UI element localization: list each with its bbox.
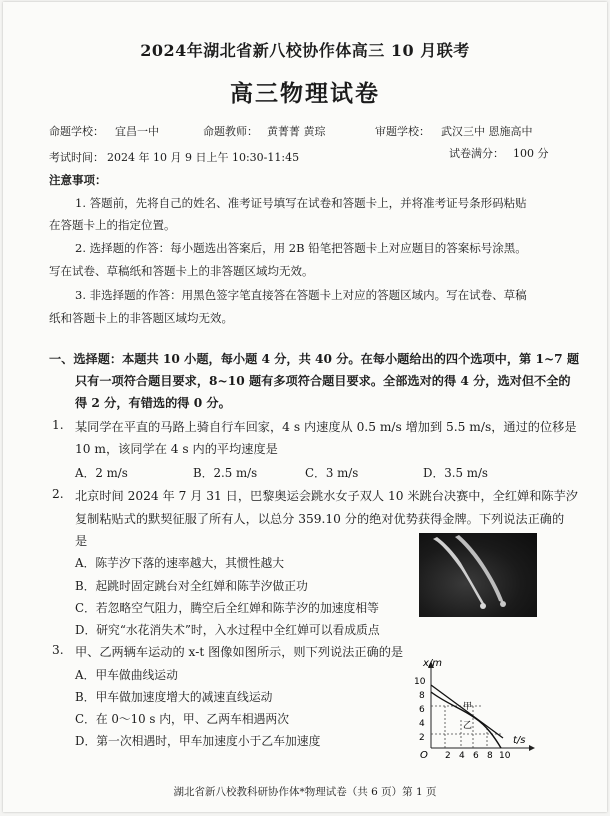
q2-stem-line-2: 复制粘贴式的默契征服了所有人，以总分 359.10 分的绝对优势获得金牌。下列说法正确的: [75, 512, 565, 526]
diving-photo: [419, 533, 537, 617]
q3-option-d: D．第一次相遇时，甲车加速度小于乙车加速度: [75, 734, 321, 748]
note-2-line-1: 2. 选择题的作答：每小题选出答案后，用 2B 铅笔把答题卡上对应题目的答案标号涂黑。: [75, 241, 527, 255]
exam-page: [3, 2, 607, 812]
xt-graph: [411, 652, 536, 764]
q2-option-a: A．陈芋汐下落的速率越大，其惯性越大: [75, 556, 285, 570]
x-axis-label: t/s: [513, 735, 526, 746]
teacher-label: 命题教师：: [203, 125, 258, 138]
score-value: 100 分: [513, 147, 549, 160]
note-3-line-1: 3. 非选择题的作答：用黑色签字笔直接答在答题卡上对应的答题区域内。写在试卷、草稿: [75, 288, 527, 302]
label-jia: 甲: [463, 702, 473, 712]
q2-option-d: D．研究“水花消失术”时，入水过程中全红婵可以看成质点: [75, 623, 380, 637]
x-tick-10: 10: [499, 751, 511, 761]
q3-option-b: B．甲车做加速度增大的减速直线运动: [75, 690, 273, 704]
q1-number: 1.: [52, 418, 64, 432]
q2-stem-line-3: 是: [75, 534, 88, 548]
q1-option-c: C．3 m/s: [305, 466, 359, 480]
score-label: 试卷满分：: [449, 147, 504, 160]
q1-option-d: D．3.5 m/s: [423, 466, 488, 480]
divers-silhouette-icon: [419, 533, 537, 617]
exam-title: 2024年湖北省新八校协作体高三 10 月联考: [140, 41, 470, 60]
q1-option-a: A．2 m/s: [75, 466, 128, 480]
q2-number: 2.: [52, 487, 64, 501]
q2-stem-line-1: 北京时间 2024 年 7 月 31 日，巴黎奥运会跳水女子双人 10 米跳台决赛中，全红婵和陈芋汐: [75, 489, 578, 503]
q3-number: 3.: [52, 643, 64, 657]
q1-option-b: B．2.5 m/s: [193, 466, 258, 480]
time-value: 2024 年 10 月 9 日上午 10:30-11:45: [107, 151, 300, 164]
q1-stem-line-1: 某同学在平直的马路上骑自行车回家，4 s 内速度从 0.5 m/s 增加到 5.5 m/s，通过的位移是: [75, 420, 577, 434]
y-tick-8: 8: [419, 691, 425, 701]
q3-option-a: A．甲车做曲线运动: [75, 668, 178, 682]
y-tick-2: 2: [419, 733, 425, 743]
x-tick-8: 8: [487, 751, 493, 761]
teacher-value: 黄菁菁 黄琮: [267, 125, 326, 138]
exam-subtitle: 高三物理试卷: [230, 80, 380, 107]
q2-option-b: B．起跳时固定跳台对全红婵和陈芋汐做正功: [75, 579, 308, 593]
q1-stem-line-2: 10 m，该同学在 4 s 内的平均速度是: [75, 442, 278, 456]
reviewer-value: 武汉三中 恩施高中: [441, 125, 533, 138]
label-yi: 乙: [463, 721, 473, 731]
section-heading-line-3: 得 2 分，有错选的得 0 分。: [75, 396, 231, 410]
reviewer-label: 审题学校：: [375, 125, 430, 138]
q3-option-c: C．在 0～10 s 内，甲、乙两车相遇两次: [75, 712, 290, 726]
note-2-line-2: 写在试卷、草稿纸和答题卡上的非答题区域均无效。: [49, 264, 314, 278]
origin-label: O: [420, 750, 428, 761]
y-tick-4: 4: [419, 719, 425, 729]
x-tick-2: 2: [445, 751, 451, 761]
note-1-line-2: 在答题卡上的指定位置。: [49, 218, 176, 232]
x-axis-arrow-icon: [529, 745, 535, 751]
page-footer: 湖北省新八校教科研协作体*物理试卷（共 6 页）第 1 页: [173, 786, 437, 798]
section-heading-line-2: 只有一项符合题目要求，8~10 题有多项符合题目要求。全部选对的得 4 分，选对但不全的: [75, 374, 571, 388]
x-tick-4: 4: [459, 751, 465, 761]
time-label: 考试时间：: [49, 151, 104, 164]
y-tick-6: 6: [419, 705, 425, 715]
section-heading-line-1: 一、选择题：本题共 10 小题，每小题 4 分，共 40 分。在每小题给出的四个选项中，第 1~7 题: [49, 352, 580, 366]
note-3-line-2: 纸和答题卡上的非答题区域均无效。: [49, 311, 233, 325]
school-label: 命题学校：: [49, 125, 104, 138]
y-tick-10: 10: [414, 677, 426, 687]
note-1-line-1: 1. 答题前，先将自己的姓名、准考证号填写在试卷和答题卡上，并将准考证号条形码粘贴: [75, 196, 527, 210]
school-value: 宜昌一中: [115, 125, 159, 138]
q2-option-c: C．若忽略空气阻力，腾空后全红婵和陈芋汐的加速度相等: [75, 601, 379, 615]
y-axis-label: x/m: [423, 658, 443, 669]
notes-heading: 注意事项：: [49, 173, 107, 187]
x-tick-6: 6: [473, 751, 479, 761]
curve-jia: [431, 692, 501, 748]
q3-stem: 甲、乙两辆车运动的 x-t 图像如图所示，则下列说法正确的是: [75, 645, 404, 659]
